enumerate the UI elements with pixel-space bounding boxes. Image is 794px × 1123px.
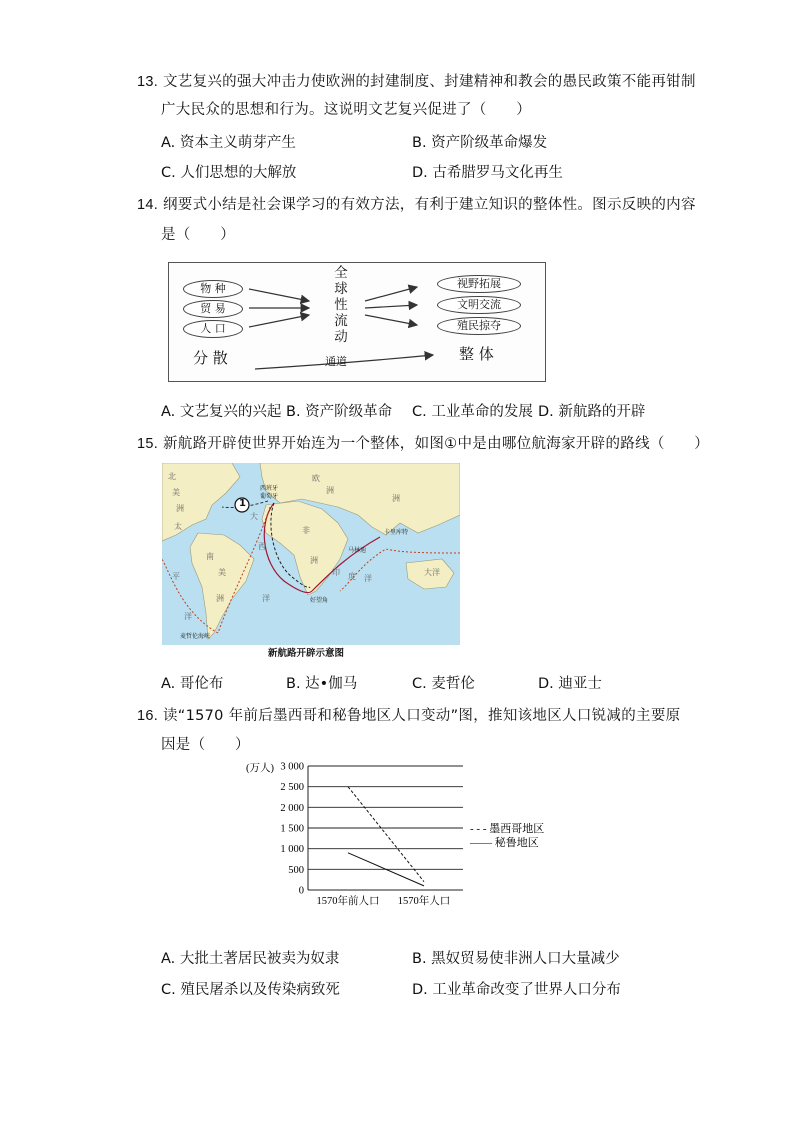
q15-stem-text: 新航路开辟使世界开始连为一个整体，如图①中是由哪位航海家开辟的路线（ ）	[162, 436, 710, 452]
q13-option-a[interactable]: A. 资本主义萌芽产生	[161, 135, 296, 151]
arrow-center-to-horizon	[365, 287, 417, 301]
label-north-america-2: 美	[172, 488, 180, 497]
label-pacific-1: 太	[174, 522, 182, 531]
label-calicut: 卡里库特	[384, 529, 409, 536]
chart-ytick-label: 500	[288, 864, 304, 876]
label-oceania: 大洋	[424, 568, 440, 577]
chart-xticks	[317, 894, 451, 907]
diagram-center-char-2: 球	[334, 281, 348, 297]
chart-ytick-label: 3 000	[280, 761, 304, 773]
q15-stem	[137, 432, 709, 453]
chart-xtick-label: 1570年前人口	[316, 896, 380, 907]
label-africa-2: 洲	[310, 556, 318, 565]
q14-option-c[interactable]: C. 工业革命的发展	[412, 404, 533, 420]
chart-ytick-label: 2 000	[280, 802, 304, 814]
label-malindi: 马林迪	[348, 547, 367, 554]
label-lisbon: 葡萄牙	[260, 493, 279, 500]
arrow-population-to-center	[249, 315, 309, 327]
chart-xtick-label: 1570年人口	[397, 896, 451, 907]
label-north-america-1: 北	[168, 472, 176, 481]
chart-ylabel: (万人)	[246, 763, 274, 774]
q13-stem-line2: 广大民众的思想和行为。这说明文艺复兴促进了（ ）	[161, 102, 531, 118]
label-europe-1: 欧	[312, 474, 320, 483]
chart-ytick-label: 1 500	[280, 823, 304, 835]
q15-option-d[interactable]: D. 迪亚士	[538, 676, 602, 692]
label-indian-ocean-3: 洋	[364, 574, 372, 583]
diagram-right-item-horizon: 视野拓展	[437, 275, 521, 293]
diagram-center-label	[329, 265, 353, 345]
q14-number: 14.	[137, 197, 159, 213]
q14-stem-line1	[137, 193, 696, 214]
chart-series-line-mexico	[348, 787, 424, 882]
label-indian-ocean-1: 印	[332, 568, 340, 577]
label-atlantic-1: 大	[250, 512, 258, 521]
diagram-left-item-species: 物 种	[183, 280, 243, 298]
diagram-left-item-population: 人 口	[183, 320, 243, 338]
q13-option-d[interactable]: D. 古希腊罗马文化再生	[412, 165, 563, 181]
q14-stem-line2: 是（ ）	[161, 227, 235, 243]
q15-option-b[interactable]: B. 达•伽马	[286, 676, 358, 692]
label-pacific-3: 洋	[184, 612, 192, 621]
label-indian-ocean-2: 度	[348, 572, 356, 581]
q14-option-b[interactable]: B. 资产阶级革命	[286, 404, 393, 420]
q15-option-c[interactable]: C. 麦哲伦	[412, 676, 475, 692]
q13-stem-text1: 文艺复兴的强大冲击力使欧洲的封建制度、封建精神和教会的愚民政策不能再钳制	[162, 74, 696, 90]
q16-option-d[interactable]: D. 工业革命改变了世界人口分布	[412, 982, 621, 998]
diagram-left-item-trade: 贸 易	[183, 300, 243, 318]
diagram-right-item-plunder: 殖民掠夺	[437, 317, 521, 335]
arrow-center-to-exchange	[365, 305, 417, 308]
diagram-bottom-dispersed: 分 散	[193, 349, 228, 367]
label-cape: 好望角	[310, 597, 329, 604]
label-strait: 麦哲伦海峡	[180, 633, 211, 640]
q13-option-c[interactable]: C. 人们思想的大解放	[161, 165, 297, 181]
label-asia: 洲	[392, 494, 400, 503]
q16-stem-text1: 读“1570 年前后墨西哥和秘鲁地区人口变动”图，推知该地区人口锐减的主要原	[162, 708, 681, 724]
diagram-right-item-exchange: 文明交流	[437, 296, 521, 314]
q13-option-b[interactable]: B. 资产阶级革命爆发	[412, 135, 548, 151]
label-africa-1: 非	[302, 526, 310, 535]
arrow-center-to-plunder	[365, 315, 417, 325]
legend-mexico: - - - 墨西哥地区	[470, 823, 545, 835]
chart-ytick-label: 0	[298, 885, 304, 897]
q16-option-c[interactable]: C. 殖民屠杀以及传染病致死	[161, 982, 340, 998]
label-pacific-2: 平	[172, 572, 180, 581]
chart-yticks	[280, 762, 304, 897]
q16-stem-line1	[137, 704, 680, 725]
diagram-center-char-3: 性	[334, 297, 348, 313]
diagram-center-char-1: 全	[334, 265, 348, 281]
q16-number: 16.	[137, 708, 159, 724]
diagram-bottom-channel: 通道	[325, 355, 347, 368]
q16-option-a[interactable]: A. 大批土著居民被卖为奴隶	[161, 951, 340, 967]
legend-peru: —— 秘鲁地区	[470, 837, 539, 849]
q13-number: 13.	[137, 74, 159, 90]
population-chart	[240, 758, 560, 910]
label-south-america-1: 南	[206, 552, 214, 561]
arrow-species-to-center	[249, 289, 309, 301]
label-atlantic-3: 洋	[262, 594, 270, 603]
chart-series	[348, 787, 424, 886]
label-north-america-3: 洲	[176, 504, 184, 513]
q15-option-a[interactable]: A. 哥伦布	[161, 676, 224, 692]
chart-grid	[308, 766, 463, 890]
new-route-map	[162, 463, 460, 645]
q14-option-d[interactable]: D. 新航路的开辟	[538, 404, 646, 420]
label-atlantic-2: 西	[258, 542, 266, 551]
q14-stem-text1: 纲要式小结是社会课学习的有效方法，有利于建立知识的整体性。图示反映的内容	[162, 197, 696, 213]
diagram-bottom-whole: 整 体	[459, 345, 494, 363]
q16-stem-line2: 因是（ ）	[161, 737, 250, 753]
chart-ytick-label: 2 500	[280, 782, 304, 794]
chart-ytick-label: 1 000	[280, 844, 304, 856]
diagram-center-char-5: 动	[334, 329, 348, 345]
route-marker-label: 1	[239, 498, 246, 509]
map-caption: 新航路开辟示意图	[268, 648, 345, 659]
label-south-america-2: 美	[218, 568, 226, 577]
label-south-america-3: 洲	[216, 594, 224, 603]
q16-option-b[interactable]: B. 黑奴贸易使非洲人口大量减少	[412, 951, 620, 967]
label-iberia: 西班牙	[260, 485, 279, 492]
q15-number: 15.	[137, 436, 159, 452]
label-europe-2: 洲	[326, 486, 334, 495]
summary-diagram	[168, 262, 546, 382]
q13-stem-line1	[137, 70, 696, 91]
q14-option-a[interactable]: A. 文艺复兴的兴起	[161, 404, 282, 420]
diagram-center-char-4: 流	[334, 313, 348, 329]
